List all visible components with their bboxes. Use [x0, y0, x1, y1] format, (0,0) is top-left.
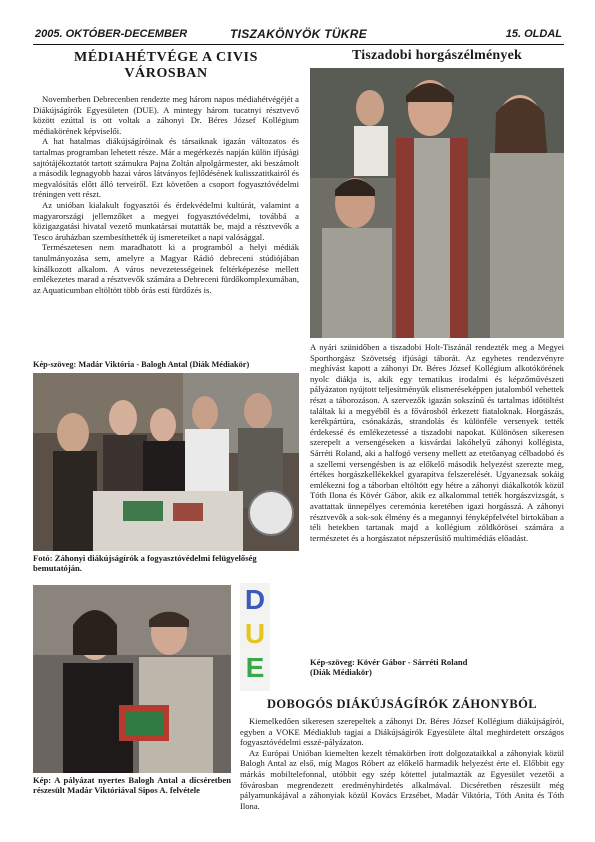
newspaper-title: TISZAKÖNYÖK TÜKRE — [229, 27, 368, 41]
fishing-photo — [310, 68, 564, 338]
winners-caption: Kép: A pályázat nyertes Balogh Antal a dicséretben részesült Madár Viktóriával Sipos A. felvétele — [33, 775, 231, 796]
paragraph: Novemberben Debrecenben rendezte meg három napos médiahétvégéjét a Diákújságírók Egyesületen (DUE). A mintegy három tucatnyi résztvevő között ezúttal is ott voltak a záhonyi Dr. Béres József Kollégium médiakörének képviselői. — [33, 94, 299, 136]
paragraph: A nyári szünidőben a tiszadobi Holt-Tiszánál rendezték meg a Megyei Sporthorgász Szövetség ifjúsági táborát. Az egyhetes rendezvényre meghívást kapott a záhonyi Dr. Béres József Kollégium alkotókörének nyolc diákja is, akik egy tematikus irodalmi és képzőművészeti pályázaton nyújtott teljesítményük elismeréseképpen jutalomból vehettek részt a táborozáson. A szervezők igazán sokszínű és tartalmas időtöltést találtak ki a megyéből és a fővárosból érkezett fiataloknak. Horgászás, kerékpártúra, csónakázás, strandolás és különféle versenyek tették érdekessé és emlékezetessé a tiszadobi napokat. Különösen sikeresen szerepelt a versengéseken a kisvárdai lakóhelyű záhonyi kollégista, Sárréti Roland, aki a halfogó verseny mellett az etetőanyag célbadobó és a szellemi versengésben is az előkelő második helyezést szerezte meg, értékes horgászkellékekkel gyarapítva felszerelését. Ugyanezsak sokáig emlékezni fog a táborban eltöltött egy hétre a záhonyi diákalkotók közül Tóth Ilona és Kövér Gábor, akik ez alkalommal tették horgászvizsgát, s avattattak ünnepélyes ceremónia keretében igazi horgásszá. A záhonyi résztvevők a sok-sok élmény és a megannyi fényképfelvétel birtokában a téli hetekben tartanak majd a kollégium zöldkörösei számára a természetet és a horgászatot népszerűsítő multimédiás előadást. — [310, 342, 564, 543]
consumer-protection-photo — [33, 373, 299, 551]
fishing-caption-line-2: (Diák Médiakör) — [310, 667, 372, 678]
paragraph: Kiemelkedően sikeresen szerepeltek a záhonyi Dr. Béres József Kollégium diákújságírói, egyben a VOKE Médiaklub tagjai a Diákújságírók Egyesülete által meghirdetett országos fogyasztóvédelmi esszé-pályázaton. — [240, 716, 564, 748]
page-number: 15. OLDAL — [505, 28, 562, 40]
winners-photo — [33, 585, 231, 773]
consumer-protection-caption: Fotó: Záhonyi diákújságírók a fogyasztóvédelmi felügyelőség bemutatóján. — [33, 553, 257, 574]
media-article-body — [33, 94, 299, 295]
media-title-line-2: VÁROSBAN — [124, 66, 208, 81]
dobogos-article-title: DOBOGÓS DIÁKÚJSÁGÍRÓK ZÁHONYBÓL — [266, 697, 538, 711]
due-logo-letter-d: D — [244, 584, 266, 615]
fishing-article-body — [310, 342, 564, 543]
paragraph: A hat hatalmas diákújságíróinak és társaiknak igazán változatos és tartalmas programban lehetett része. Már a megérkezés napján külön ifjúsági sajtótájékoztatót tartott számukra Pajna Zoltán alpolgármester, aki beszámolt a második legnagyobb hazai város látványos fejlődésének kulisszatitkairól és megvalósítás előtt álló terveiről. Ezt követően a csoport fogyasztóvédelmi tréningen vett részt. — [33, 136, 299, 200]
media-title-line-1: MÉDIAHÉTVÉGE A CIVIS — [74, 50, 258, 65]
due-logo — [240, 583, 270, 691]
dobogos-article-body — [240, 716, 564, 811]
page-header — [33, 26, 564, 42]
media-photo-caption: Kép-szöveg: Madár Viktória - Balogh Antal (Diák Médiakör) — [33, 360, 250, 369]
due-logo-letter-e: E — [245, 652, 265, 683]
due-logo-letter-u: U — [244, 618, 266, 649]
media-article-title — [33, 50, 299, 82]
fishing-caption-line-1: Kép-szöveg: Kövér Gábor - Sárréti Roland — [310, 657, 468, 667]
paragraph: Az unióban kialakult fogyasztói és érdekvédelmi kultúrát, valamint a magyarországi jellemzőket a megyei fogyasztóvédelmi, továbbá a közigazgatási hivatal vezető munkatársai mutatták be, majd a résztvevők a Tesco áruházban szembesíthették új ismereteiket a napi valósággal. — [33, 199, 299, 242]
paragraph: Természetesen nem maradhatott ki a programból a helyi médiák tanulmányozása sem, amelyre a Magyar Rádió debreceni stúdiójában kínálkozott alkalom. A város nevezetességeinek feltérképezése mellett emlékezetes marad a résztvevők számára a Debreceni fürdőkomplexumában, az Aquaticumban eltöltött több órás esti fürdőzés is. — [33, 242, 299, 295]
fishing-photo-caption — [310, 657, 564, 678]
fishing-article-title: Tiszadobi horgászélmények — [351, 48, 523, 63]
issue-date: 2005. OKTÓBER-DECEMBER — [35, 28, 188, 40]
header-rule — [33, 44, 564, 45]
paragraph: Az Európai Unióban kiemelten kezelt témakörben írott dolgozataikkal a záhonyiak közül Balogh Antal az első, míg Magos Róbert az előkelő harmadik helyezést érte el. Előbbit egy márkás mobiltelefonnal, utóbbit egy szép kötettel jutalmazták az Egyesület vezetői a fővárosban megrendezett eredményhirdetés alkalmával. Dicséretben részesült még pályamunkájával a záhonyiak közül Kovács Erzsébet, Madár Viktória, Tóth Anita és Tóth Ilona. — [240, 747, 564, 811]
